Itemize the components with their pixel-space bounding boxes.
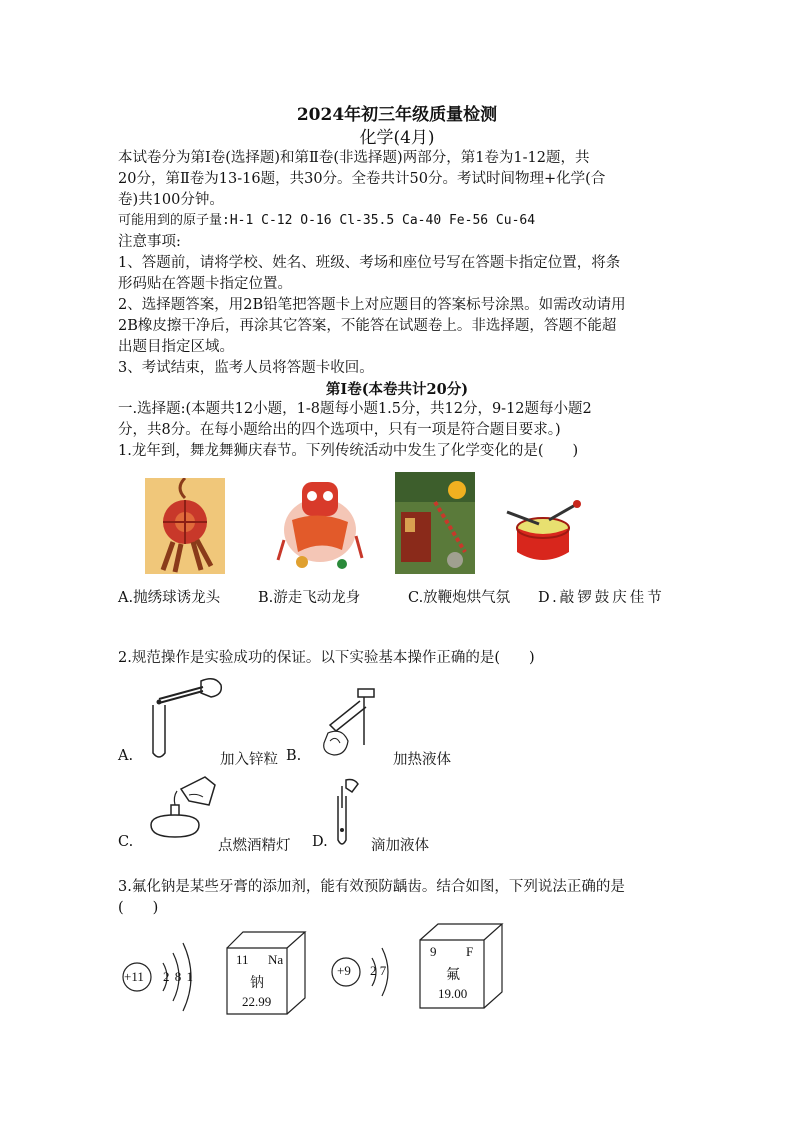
sodium-nucleus: +11	[124, 969, 144, 984]
q2-option-b-caption: 加热液体	[393, 752, 451, 768]
fluorine-atomic-mass: 19.00	[438, 986, 468, 1001]
intro-line: 本试卷分为第Ⅰ卷(选择题)和第Ⅱ卷(非选择题)两部分，第1卷为1-12题，共	[118, 150, 590, 166]
sodium-name: 钠	[250, 975, 264, 991]
note-line: 出题目指定区域。	[118, 339, 234, 355]
q2-option-a-label[interactable]: A.	[118, 748, 134, 764]
q1-option-b[interactable]: B.游走飞动龙身	[258, 590, 361, 606]
heating-liquid-icon	[320, 685, 380, 765]
drum-image	[505, 492, 585, 572]
q2-option-c-caption: 点燃酒精灯	[218, 838, 291, 854]
question-3-stem: 3.氟化钠是某些牙膏的添加剂，能有效预防龋齿。结合如图，下列说法正确的是	[118, 879, 625, 895]
q2-option-c-label[interactable]: C.	[118, 834, 134, 850]
dropper-icon	[330, 778, 370, 850]
q2-option-d-label[interactable]: D.	[312, 834, 328, 850]
fluorine-shells: 2 7	[370, 963, 387, 978]
note-line: 2、选择题答案，用2B铅笔把答题卡上对应题目的答案标号涂黑。如需改动请用	[118, 297, 626, 313]
hydrangea-ball-image	[145, 478, 225, 574]
sodium-symbol: Na	[268, 952, 284, 967]
q1-option-d[interactable]: D.敲锣鼓庆佳节	[538, 590, 665, 606]
fluorine-nucleus: +9	[337, 963, 351, 978]
q1-option-a[interactable]: A.抛绣球诱龙头	[118, 590, 221, 606]
sodium-shells: 2 8 1	[163, 969, 193, 984]
dragon-dance-image	[272, 470, 367, 574]
firecracker-image	[395, 472, 475, 574]
note-line: 3、考试结束，监考人员将答题卡收回。	[118, 360, 374, 376]
note-line: 形码贴在答题卡指定位置。	[118, 276, 292, 292]
q2-option-b-label[interactable]: B.	[286, 748, 302, 764]
intro-line: 卷)共100分钟。	[118, 192, 224, 208]
fluorine-name: 氟	[446, 967, 460, 983]
notes-heading: 注意事项:	[118, 234, 181, 250]
q2-option-d-caption: 滴加液体	[371, 838, 429, 854]
question-1-stem: 1.龙年到，舞龙舞狮庆春节。下列传统活动中发生了化学变化的是( )	[118, 443, 579, 459]
question-3-stem: ( )	[118, 900, 159, 916]
atomic-mass-line: 可能用到的原子量:H-1 C-12 O-16 Cl-35.5 Ca-40 Fe-56 Cu-64	[118, 213, 536, 228]
intro-line: 20分，第Ⅱ卷为13-16题，共30分。全卷共计50分。考试时间物理+化学(合	[118, 171, 606, 187]
alcohol-lamp-icon	[145, 775, 220, 850]
question-2-stem: 2.规范操作是实验成功的保证。以下实验基本操作正确的是( )	[118, 650, 535, 666]
note-line: 1、答题前，请将学校、姓名、班级、考场和座位号写在答题卡指定位置，将条	[118, 255, 621, 271]
section-heading: 第Ⅰ卷(本卷共计20分)	[325, 381, 469, 398]
section-instructions: 分，共8分。在每小题给出的四个选项中，只有一项是符合题目要求。)	[118, 422, 561, 438]
note-line: 2B橡皮擦干净后，再涂其它答案，不能答在试题卷上。非选择题，答题不能超	[118, 318, 617, 334]
fluorine-atomic-number: 9	[430, 944, 437, 959]
sodium-atomic-mass: 22.99	[242, 994, 272, 1009]
section-instructions: 一.选择题:(本题共12小题，1-8题每小题1.5分，共12分，9-12题每小题2	[118, 401, 592, 417]
page-title: 2024年初三年级质量检测	[296, 105, 498, 125]
fluorine-symbol: F	[466, 944, 474, 959]
q2-option-a-caption: 加入锌粒	[220, 752, 278, 768]
sodium-atomic-number: 11	[236, 952, 249, 967]
page-subtitle: 化学(4月)	[359, 128, 435, 148]
q1-option-c[interactable]: C.放鞭炮烘气氛	[408, 590, 511, 606]
test-tube-zinc-icon	[145, 675, 225, 760]
